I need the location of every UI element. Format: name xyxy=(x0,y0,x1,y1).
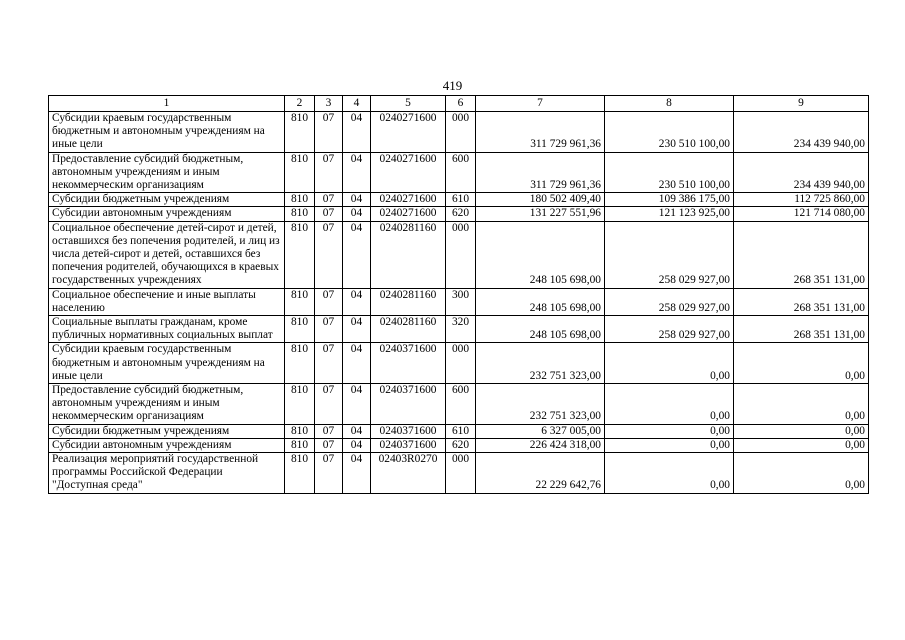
amount-7: 180 502 409,40 xyxy=(476,193,605,207)
amount-8: 258 029 927,00 xyxy=(605,221,734,288)
code-4: 04 xyxy=(343,384,371,425)
code-2: 810 xyxy=(285,288,315,315)
row-name: Предоставление субсидий бюджетным, автономным учреждениям и иным некоммерческим организациям xyxy=(49,152,285,193)
code-2: 810 xyxy=(285,384,315,425)
code-5: 0240271600 xyxy=(371,207,446,221)
code-6: 620 xyxy=(446,438,476,452)
code-5: 0240281160 xyxy=(371,221,446,288)
amount-9: 268 351 131,00 xyxy=(734,221,869,288)
amount-9: 234 439 940,00 xyxy=(734,112,869,153)
row-name: Реализация мероприятий государственной программы Российской Федерации "Доступная среда" xyxy=(49,453,285,494)
amount-8: 0,00 xyxy=(605,438,734,452)
code-3: 07 xyxy=(315,424,343,438)
amount-8: 121 123 925,00 xyxy=(605,207,734,221)
code-6: 000 xyxy=(446,343,476,384)
code-3: 07 xyxy=(315,343,343,384)
table-row xyxy=(49,288,869,315)
amount-9: 234 439 940,00 xyxy=(734,152,869,193)
amount-7: 226 424 318,00 xyxy=(476,438,605,452)
code-6: 000 xyxy=(446,112,476,153)
amount-9: 0,00 xyxy=(734,453,869,494)
code-2: 810 xyxy=(285,207,315,221)
page-number: 419 xyxy=(442,78,463,93)
code-5: 0240371600 xyxy=(371,424,446,438)
amount-9: 0,00 xyxy=(734,424,869,438)
code-5: 0240281160 xyxy=(371,288,446,315)
code-2: 810 xyxy=(285,112,315,153)
code-4: 04 xyxy=(343,221,371,288)
code-2: 810 xyxy=(285,438,315,452)
code-6: 000 xyxy=(446,221,476,288)
amount-9: 268 351 131,00 xyxy=(734,316,869,343)
code-4: 04 xyxy=(343,343,371,384)
code-4: 04 xyxy=(343,438,371,452)
column-header: 2 xyxy=(285,96,315,112)
table-row xyxy=(49,384,869,425)
amount-7: 311 729 961,36 xyxy=(476,112,605,153)
amount-8: 230 510 100,00 xyxy=(605,112,734,153)
code-3: 07 xyxy=(315,438,343,452)
column-header: 7 xyxy=(476,96,605,112)
code-5: 0240271600 xyxy=(371,152,446,193)
amount-7: 248 105 698,00 xyxy=(476,221,605,288)
row-name: Субсидии автономным учреждениям xyxy=(49,207,285,221)
amount-7: 311 729 961,36 xyxy=(476,152,605,193)
amount-7: 6 327 005,00 xyxy=(476,424,605,438)
code-6: 600 xyxy=(446,152,476,193)
code-6: 000 xyxy=(446,453,476,494)
budget-table xyxy=(48,95,869,494)
code-2: 810 xyxy=(285,424,315,438)
table-row xyxy=(49,316,869,343)
amount-7: 131 227 551,96 xyxy=(476,207,605,221)
row-name: Субсидии бюджетным учреждениям xyxy=(49,424,285,438)
column-header: 6 xyxy=(446,96,476,112)
code-4: 04 xyxy=(343,424,371,438)
code-5: 0240281160 xyxy=(371,316,446,343)
table-row xyxy=(49,221,869,288)
column-header: 4 xyxy=(343,96,371,112)
code-5: 02403R0270 xyxy=(371,453,446,494)
column-header: 5 xyxy=(371,96,446,112)
header-row xyxy=(49,96,869,112)
code-3: 07 xyxy=(315,152,343,193)
amount-8: 0,00 xyxy=(605,343,734,384)
code-6: 600 xyxy=(446,384,476,425)
amount-8: 0,00 xyxy=(605,424,734,438)
amount-9: 121 714 080,00 xyxy=(734,207,869,221)
table-row xyxy=(49,207,869,221)
row-name: Субсидии краевым государственным бюджетным и автономным учреждениям на иные цели xyxy=(49,343,285,384)
table-row xyxy=(49,152,869,193)
code-5: 0240371600 xyxy=(371,384,446,425)
amount-7: 22 229 642,76 xyxy=(476,453,605,494)
amount-7: 232 751 323,00 xyxy=(476,343,605,384)
code-3: 07 xyxy=(315,288,343,315)
code-5: 0240271600 xyxy=(371,112,446,153)
code-4: 04 xyxy=(343,316,371,343)
row-name: Субсидии автономным учреждениям xyxy=(49,438,285,452)
table-row xyxy=(49,453,869,494)
amount-7: 248 105 698,00 xyxy=(476,288,605,315)
row-name: Социальное обеспечение детей-сирот и детей, оставшихся без попечения родителей, и лиц из числа детей-сирот и детей, оставшихся без попечения родителей, обучающихся в краевых государственных учреждениях xyxy=(49,221,285,288)
row-name: Социальное обеспечение и иные выплаты населению xyxy=(49,288,285,315)
code-3: 07 xyxy=(315,207,343,221)
code-5: 0240371600 xyxy=(371,438,446,452)
code-3: 07 xyxy=(315,221,343,288)
column-header: 8 xyxy=(605,96,734,112)
amount-8: 0,00 xyxy=(605,384,734,425)
table-row xyxy=(49,424,869,438)
row-name: Субсидии бюджетным учреждениям xyxy=(49,193,285,207)
code-4: 04 xyxy=(343,288,371,315)
code-4: 04 xyxy=(343,112,371,153)
table-row xyxy=(49,112,869,153)
amount-8: 230 510 100,00 xyxy=(605,152,734,193)
code-4: 04 xyxy=(343,193,371,207)
table-row xyxy=(49,193,869,207)
code-2: 810 xyxy=(285,193,315,207)
amount-7: 248 105 698,00 xyxy=(476,316,605,343)
amount-8: 258 029 927,00 xyxy=(605,288,734,315)
table-row xyxy=(49,438,869,452)
code-6: 610 xyxy=(446,193,476,207)
code-3: 07 xyxy=(315,193,343,207)
code-4: 04 xyxy=(343,453,371,494)
column-header: 3 xyxy=(315,96,343,112)
amount-8: 0,00 xyxy=(605,453,734,494)
amount-9: 0,00 xyxy=(734,438,869,452)
code-6: 620 xyxy=(446,207,476,221)
row-name: Социальные выплаты гражданам, кроме публичных нормативных социальных выплат xyxy=(49,316,285,343)
code-2: 810 xyxy=(285,453,315,494)
amount-9: 0,00 xyxy=(734,343,869,384)
code-3: 07 xyxy=(315,316,343,343)
code-5: 0240371600 xyxy=(371,343,446,384)
code-4: 04 xyxy=(343,152,371,193)
amount-9: 268 351 131,00 xyxy=(734,288,869,315)
code-3: 07 xyxy=(315,453,343,494)
column-header: 1 xyxy=(49,96,285,112)
amount-9: 0,00 xyxy=(734,384,869,425)
code-6: 610 xyxy=(446,424,476,438)
code-6: 300 xyxy=(446,288,476,315)
row-name: Субсидии краевым государственным бюджетным и автономным учреждениям на иные цели xyxy=(49,112,285,153)
code-3: 07 xyxy=(315,384,343,425)
column-header: 9 xyxy=(734,96,869,112)
code-3: 07 xyxy=(315,112,343,153)
amount-7: 232 751 323,00 xyxy=(476,384,605,425)
table-row xyxy=(49,343,869,384)
code-2: 810 xyxy=(285,343,315,384)
amount-8: 258 029 927,00 xyxy=(605,316,734,343)
amount-8: 109 386 175,00 xyxy=(605,193,734,207)
code-4: 04 xyxy=(343,207,371,221)
amount-9: 112 725 860,00 xyxy=(734,193,869,207)
row-name: Предоставление субсидий бюджетным, автономным учреждениям и иным некоммерческим организациям xyxy=(49,384,285,425)
code-6: 320 xyxy=(446,316,476,343)
code-5: 0240271600 xyxy=(371,193,446,207)
code-2: 810 xyxy=(285,316,315,343)
code-2: 810 xyxy=(285,152,315,193)
code-2: 810 xyxy=(285,221,315,288)
